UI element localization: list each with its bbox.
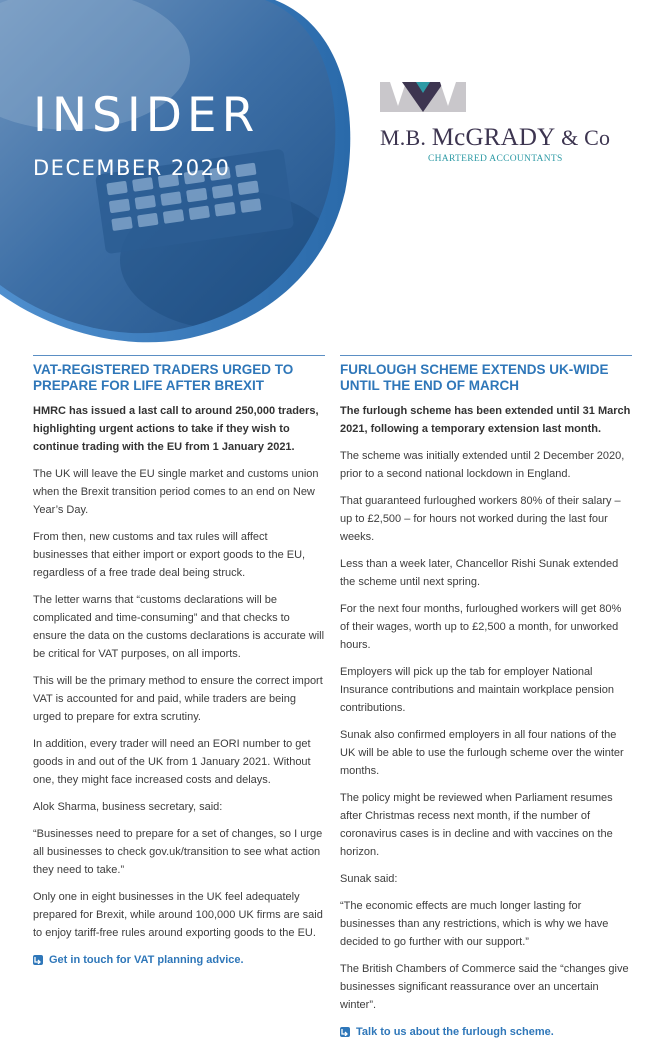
article-paragraph: Sunak also confirmed employers in all four nations of the UK will be able to use the furlough scheme over the winter months. [340,729,624,777]
article-title: FURLOUGH SCHEME EXTENDS UK-WIDE UNTIL THE END OF MARCH [340,362,609,393]
article-paragraph: For the next four months, furloughed workers will get 80% of their wages, worth up to £2,500 a month, for unworked hours. [340,603,622,651]
masthead-hero [0,0,663,345]
article-divider [33,355,325,356]
article-paragraph: This will be the primary method to ensure the correct import VAT is accounted for and paid, while traders are being urged to prepare for extra scrutiny. [33,675,323,723]
furlough-contact-link[interactable] [340,1023,632,1041]
article-paragraph: In addition, every trader will need an EORI number to get goods in and out of the UK from 1 January 2021. Without one, they might face increased costs and delays. [33,738,311,786]
article-paragraph: The British Chambers of Commerce said the “changes give businesses significant reassurance over an uncertain winter”. [340,963,629,1011]
article-lead: The furlough scheme has been extended until 31 March 2021, following a temporary extension last month. [340,405,631,435]
firm-name-main: McGRADY [431,124,556,151]
firm-logo [380,82,620,172]
article-paragraph: Less than a week later, Chancellor Rishi Sunak extended the scheme until next spring. [340,558,619,588]
article-paragraph: From then, new customs and tax rules will affect businesses that either import or export goods to the EU, regardless of a free trade deal being struck. [33,531,306,579]
article-paragraph: “The economic effects are much longer lasting for businesses than any restrictions, which is why we have decided to go further with our support.” [340,900,609,948]
article-lead: HMRC has issued a last call to around 250,000 traders, highlighting urgent actions to take if they wish to continue trading with the EU from 1 January 2021. [33,405,319,453]
article-paragraph: The UK will leave the EU single market and customs union when the Brexit transition period comes to an end on New Year’s Day. [33,468,319,516]
firm-name-prefix: M.B. [380,125,427,150]
arrow-link-icon [340,1027,350,1037]
article-paragraph: Employers will pick up the tab for employer National Insurance contributions and maintain workplace pension contributions. [340,666,614,714]
firm-name-suffix: & Co [561,125,611,150]
article-paragraph: Sunak said: [340,873,398,885]
article-furlough [340,355,632,1041]
article-paragraph: Alok Sharma, business secretary, said: [33,801,223,813]
firm-name [380,124,620,152]
furlough-contact-link-label: Talk to us about the furlough scheme. [356,1026,554,1038]
arrow-link-icon [33,955,43,965]
article-paragraph: The letter warns that “customs declarations will be complicated and time-consuming” and that checks to ensure the data on the customs declarations is accurate will be critical for VAT purposes, on all imports. [33,594,325,660]
article-title: VAT-REGISTERED TRADERS URGED TO PREPARE FOR LIFE AFTER BREXIT [33,362,294,393]
masthead-title: INSIDER [33,88,260,143]
article-vat [33,355,325,969]
article-paragraph: That guaranteed furloughed workers 80% of their salary – up to £2,500 – for hours not worked during the last four weeks. [340,495,621,543]
masthead-date: DECEMBER 2020 [33,156,231,180]
article-paragraph: “Businesses need to prepare for a set of changes, so I urge all businesses to check gov.uk/transition to see what action they need to take.” [33,828,323,876]
article-paragraph: Only one in eight businesses in the UK feel adequately prepared for Brexit, while around 100,000 UK firms are said to enjoy tariff-free rules around exporting goods to the EU. [33,891,323,939]
article-divider [340,355,632,356]
firm-subtitle: CHARTERED ACCOUNTANTS [428,154,563,164]
vat-advice-link-label: Get in touch for VAT planning advice. [49,954,244,966]
vat-advice-link[interactable] [33,951,325,969]
article-paragraph: The scheme was initially extended until 2 December 2020, prior to a second national lockdown in England. [340,450,625,480]
article-paragraph: The policy might be reviewed when Parliament resumes after Christmas recess next month, if the number of coronavirus cases is in decline and with vaccines on the horizon. [340,792,613,858]
logo-mark-icon [380,82,466,112]
